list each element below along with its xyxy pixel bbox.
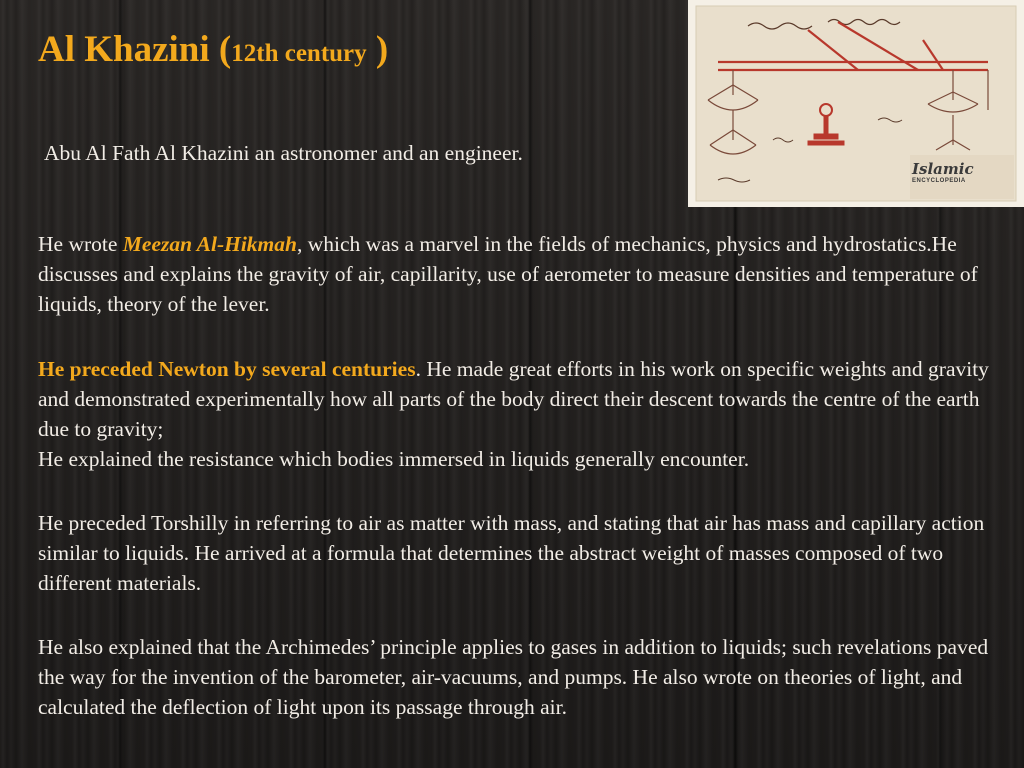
p1-body: , which was a marvel in the fields of mechanics, physics and hydrostatics.He discusses and explains the gravity of air, capillarity, use of aerometer to measure densities and temperature of liquids, theory of the lever. xyxy=(38,232,978,316)
title-close: ) xyxy=(366,29,389,70)
newton-highlight: He preceded Newton by several centuries xyxy=(38,357,416,381)
logo-line1: Islamic xyxy=(912,160,974,178)
paragraph-torshilly: He preceded Torshilly in referring to air as matter with mass, and stating that air has mass and capillary action similar to liquids. He arrived at a formula that determines the abstract weight of masses composed of two different materials. xyxy=(38,511,985,595)
title-century: 12th century xyxy=(231,40,367,67)
slide-subtitle: Abu Al Fath Al Khazini an astronomer and an engineer. xyxy=(44,141,523,165)
paragraph-archimedes: He also explained that the Archimedes’ principle applies to gases in addition to liquids; such revelations paved the way for the invention of the barometer, air-vacuums, and pumps. He also wrote on theories of light, and calculated the deflection of light upon its passage through air. xyxy=(38,635,989,719)
slide-title xyxy=(38,28,388,76)
p1-intro: He wrote xyxy=(38,232,123,256)
islamic-encyclopedia-logo xyxy=(912,162,994,188)
p2-body: . He made great efforts in his work on specific weights and gravity and demonstrated experimentally how all parts of the body direct their descent towards the centre of the earth due to gravity; xyxy=(38,357,989,441)
logo-line2: ENCYCLOPEDIA xyxy=(912,178,966,184)
manuscript-illustration xyxy=(688,0,1024,207)
paragraph-meezan xyxy=(38,229,998,319)
book-title-highlight: Meezan Al-Hikmah xyxy=(122,232,297,256)
paragraph-newton xyxy=(38,354,998,474)
p2-body-line2: He explained the resistance which bodies immersed in liquids generally encounter. xyxy=(38,447,750,471)
title-main: Al Khazini ( xyxy=(38,29,232,70)
